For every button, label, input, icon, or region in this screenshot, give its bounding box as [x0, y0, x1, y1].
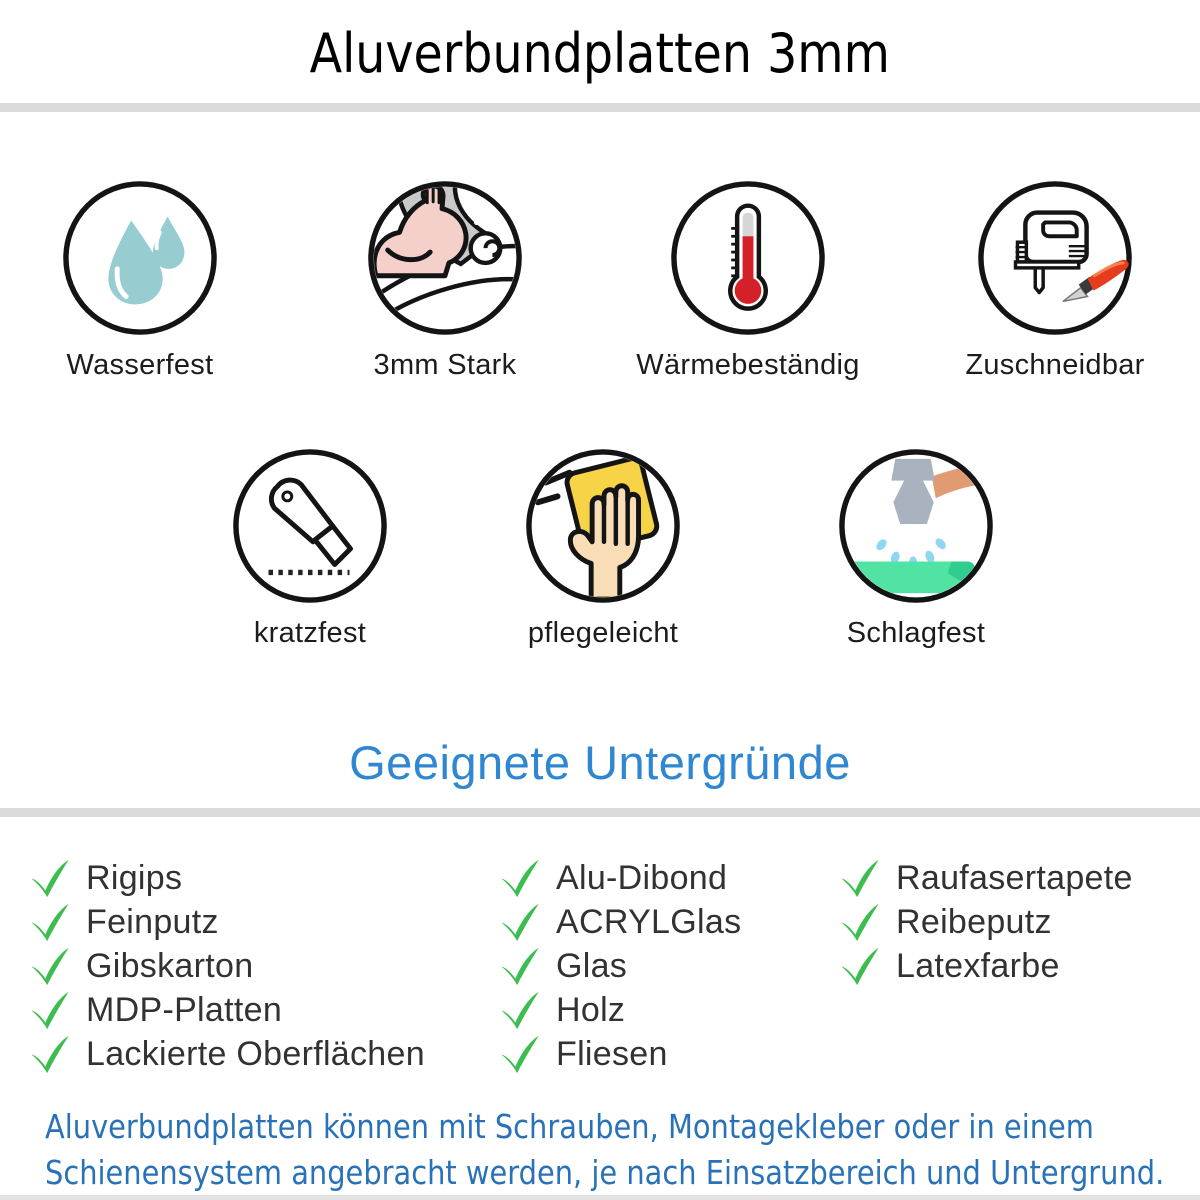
feature-3mm-stark [315, 179, 575, 382]
feature-label: Zuschneidbar [965, 349, 1145, 381]
divider-top [0, 103, 1200, 112]
substrate-column-3 [836, 856, 1133, 988]
checkmark-icon [26, 1034, 74, 1075]
list-item [496, 1032, 741, 1076]
list-item [496, 988, 741, 1032]
list-item [26, 988, 425, 1032]
feature-pflegeleicht [473, 447, 733, 650]
list-item [836, 856, 1133, 900]
list-item [26, 900, 425, 944]
checkmark-icon [26, 858, 74, 899]
substrate-label: Latexfarbe [896, 946, 1060, 985]
checkmark-icon [26, 946, 74, 987]
water-drops-icon [61, 179, 219, 337]
checkmark-icon [496, 902, 544, 943]
feature-label: pflegeleicht [527, 617, 679, 649]
list-item [26, 944, 425, 988]
substrate-column-2 [496, 856, 741, 1076]
feature-schlagfest [786, 447, 1046, 650]
feature-label: Wasserfest [66, 349, 214, 381]
mounting-note-line1: Aluverbundplatten können mit Schrauben, Montagekleber oder in einem [45, 1107, 1094, 1146]
mounting-note [45, 1104, 1164, 1196]
utility-knife-icon [231, 447, 389, 605]
list-item [26, 856, 425, 900]
substrate-label: Alu-Dibond [556, 858, 728, 897]
feature-label: Wärmebeständig [636, 349, 860, 381]
checkmark-icon [496, 990, 544, 1031]
divider-middle [0, 808, 1200, 817]
substrate-label: Reibeputz [896, 902, 1052, 941]
feature-zuschneidbar [925, 179, 1185, 382]
substrate-label: Glas [556, 946, 628, 985]
feature-label: Schlagfest [846, 617, 986, 649]
checkmark-icon [496, 858, 544, 899]
substrate-label: ACRYLGlas [556, 902, 742, 941]
section-title: Geeignete Untergründe [349, 736, 851, 789]
list-item [496, 900, 741, 944]
substrate-label: Fliesen [556, 1034, 668, 1073]
list-item [496, 944, 741, 988]
substrate-label: Gibskarton [86, 946, 254, 985]
checkmark-icon [26, 990, 74, 1031]
page-title: Aluverbundplatten 3mm [309, 22, 891, 85]
hand-cloth-icon [524, 447, 682, 605]
checkmark-icon [496, 946, 544, 987]
substrate-label: Holz [556, 990, 626, 1029]
feature-kratzfest [180, 447, 440, 650]
substrate-label: Rigips [86, 858, 183, 897]
divider-bottom [0, 1195, 1200, 1200]
list-item [836, 900, 1133, 944]
list-item [26, 1032, 425, 1076]
substrate-label: Feinputz [86, 902, 219, 941]
substrate-label: Lackierte Oberflächen [86, 1034, 425, 1073]
feature-waermebestaendig [618, 179, 878, 382]
checkmark-icon [26, 902, 74, 943]
list-item [836, 944, 1133, 988]
thermometer-icon [669, 179, 827, 337]
substrate-label: MDP-Platten [86, 990, 283, 1029]
checkmark-icon [836, 946, 884, 987]
feature-label: kratzfest [253, 617, 367, 649]
list-item [496, 856, 741, 900]
mounting-note-line2: Schienensystem angebracht werden, je nach Einsatzbereich und Untergrund. [45, 1153, 1165, 1192]
checkmark-icon [836, 902, 884, 943]
checkmark-icon [836, 858, 884, 899]
substrate-label: Raufasertapete [896, 858, 1133, 897]
checkmark-icon [496, 1034, 544, 1075]
jigsaw-cutter-icon [976, 179, 1134, 337]
hammer-impact-icon [837, 447, 995, 605]
substrate-column-1 [26, 856, 425, 1076]
feature-label: 3mm Stark [373, 349, 517, 381]
feature-wasserfest [10, 179, 270, 382]
muscle-arm-panel-icon [366, 179, 524, 337]
